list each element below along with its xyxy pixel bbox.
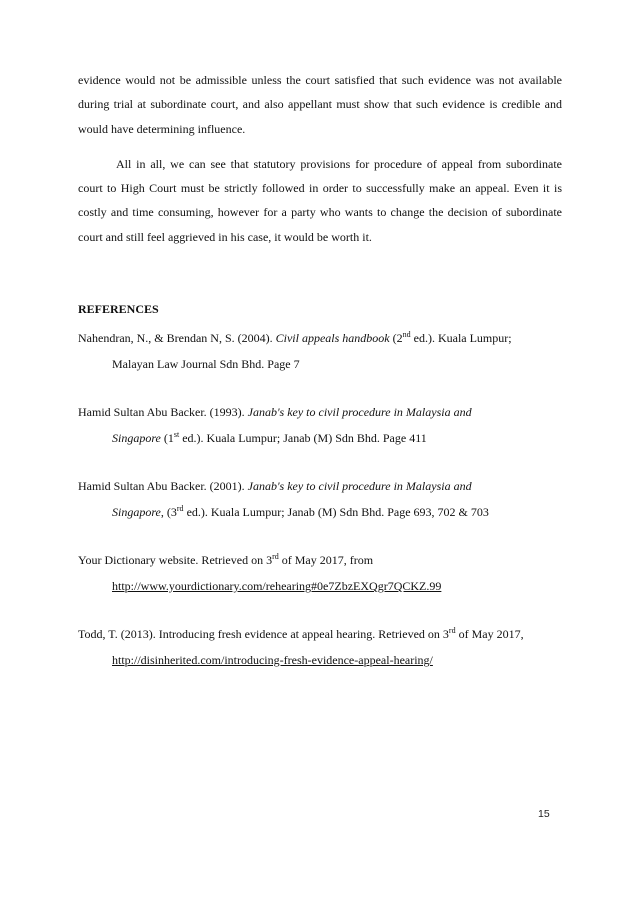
reference-url-link[interactable]: http://disinherited.com/introducing-fresh-evidence-appeal-hearing/ bbox=[112, 653, 433, 668]
reference-publisher: Malayan Law Journal Sdn Bhd. Page 7 bbox=[112, 357, 300, 372]
reference-item-3 bbox=[78, 473, 562, 525]
reference-text-sup: rd bbox=[448, 626, 456, 636]
reference-text-sup: rd bbox=[272, 552, 279, 562]
body-paragraph-2: All in all, we can see that statutory provisions for procedure of appeal from subordinate court to High Court must be strictly followed in order to successfully make an appeal. Even it is costly and time consuming, however for a party who wants to change the decision of subordinate court and still feel aggrieved in his case, it would be worth it. bbox=[78, 156, 562, 244]
reference-edition-post: ed.). Kuala Lumpur; Janab (M) Sdn Bhd. Page 411 bbox=[179, 431, 427, 446]
reference-edition-post: ed.). Kuala Lumpur; Janab (M) Sdn Bhd. Page 693, 702 & 703 bbox=[183, 505, 489, 520]
page-content bbox=[78, 68, 562, 673]
reference-edition-pre: , (3 bbox=[160, 505, 177, 520]
references-heading: REFERENCES bbox=[78, 302, 159, 317]
reference-item-2 bbox=[78, 399, 562, 451]
reference-authors: Hamid Sultan Abu Backer. (1993). bbox=[78, 405, 248, 420]
reference-item-1 bbox=[78, 325, 562, 377]
reference-edition-sup: st bbox=[173, 430, 180, 440]
reference-edition-pre: (1 bbox=[160, 431, 174, 446]
reference-authors: Nahendran, N., & Brendan N, S. (2004). bbox=[78, 331, 276, 346]
reference-edition-sup: rd bbox=[176, 504, 184, 514]
reference-authors: Hamid Sultan Abu Backer. (2001). bbox=[78, 479, 248, 494]
reference-url-link[interactable]: http://www.yourdictionary.com/rehearing#0e7ZbzEXQgr7QCKZ.99 bbox=[112, 579, 442, 594]
reference-edition-sup: nd bbox=[402, 330, 411, 340]
reference-title-cont: Singapore bbox=[112, 505, 161, 520]
reference-text: Todd, T. (2013). Introducing fresh evidence at appeal hearing. Retrieved on 3 bbox=[78, 627, 449, 642]
reference-title: Janab's key to civil procedure in Malaysia and bbox=[247, 479, 472, 494]
reference-text: Your Dictionary website. Retrieved on 3 bbox=[78, 553, 273, 568]
reference-text-post: of May 2017, bbox=[455, 627, 524, 642]
reference-title-cont: Singapore bbox=[112, 431, 161, 446]
reference-title: Janab's key to civil procedure in Malaysia and bbox=[247, 405, 472, 420]
reference-text-post: of May 2017, from bbox=[278, 553, 374, 568]
page-number: 15 bbox=[538, 808, 550, 820]
body-paragraph-1: evidence would not be admissible unless the court satisfied that such evidence was not available during trial at subordinate court, and also appellant must show that such evidence is credible and would have determining influence. bbox=[78, 73, 562, 136]
reference-item-4 bbox=[78, 547, 562, 599]
reference-item-5 bbox=[78, 621, 562, 673]
reference-edition-pre: (2 bbox=[389, 331, 403, 346]
reference-title: Civil appeals handbook bbox=[275, 331, 390, 346]
reference-edition-post: ed.). Kuala Lumpur; bbox=[410, 331, 512, 346]
